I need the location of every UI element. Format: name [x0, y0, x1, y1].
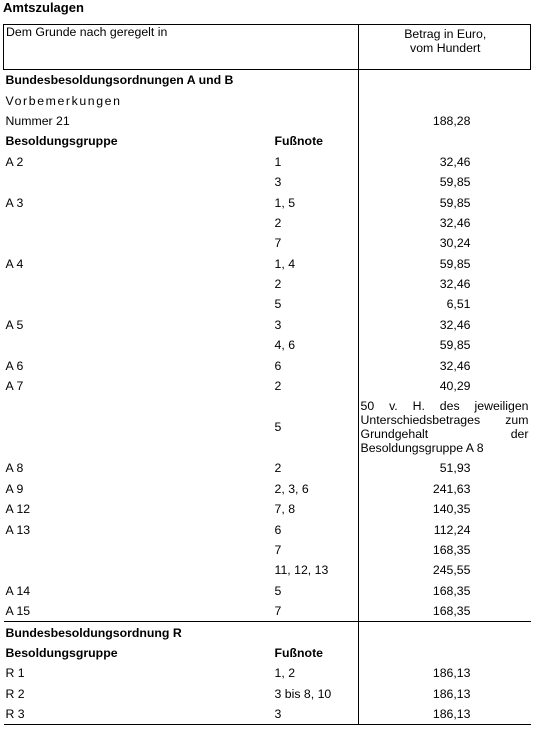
- cell-group: A 6: [5, 358, 24, 373]
- cell-note: 6: [274, 358, 282, 373]
- table-row: [4, 294, 531, 314]
- cell-amount: 32,46: [358, 355, 530, 375]
- vorbemerkungen-label: Vorbemerkungen: [5, 93, 122, 108]
- note-row: [4, 396, 531, 458]
- cell-group: [4, 335, 273, 355]
- vorbemerkungen-row: [4, 90, 531, 110]
- table-row: [4, 213, 531, 233]
- table-row: [4, 479, 531, 499]
- cell-group: [4, 274, 273, 294]
- cell-note: 2, 3, 6: [274, 481, 309, 496]
- cell-note: 7: [274, 543, 282, 557]
- table-row: [4, 315, 531, 335]
- cell-amount: 32,46: [358, 213, 530, 233]
- table-row: [4, 581, 531, 601]
- cell-note: 5: [274, 420, 282, 435]
- table-row: [4, 254, 531, 274]
- cell-group: [4, 560, 273, 580]
- cell-note: 2: [274, 379, 282, 394]
- header-col-amount: [358, 25, 530, 70]
- cell-amount: 168,35: [358, 601, 530, 622]
- cell-amount: 241,63: [358, 479, 530, 499]
- cell-amount: 186,13: [358, 704, 530, 725]
- cell-group: R 3: [4, 704, 273, 725]
- cell-group: [4, 294, 273, 314]
- cell-note: 1, 2: [274, 666, 296, 681]
- cell-note: 3: [273, 704, 359, 725]
- column-labels-row-ab: [4, 131, 531, 151]
- col-label-note: Fußnote: [274, 134, 324, 149]
- table-row: [4, 663, 531, 683]
- cell-amount: 59,85: [358, 254, 530, 274]
- cell-note: 11, 12, 13: [274, 563, 329, 578]
- cell-group: [4, 396, 273, 458]
- cell-note: 4, 6: [274, 338, 296, 353]
- cell-amount: 168,35: [358, 540, 530, 560]
- cell-note: 2: [274, 461, 282, 476]
- section-heading-row: [4, 622, 531, 643]
- table-row: [4, 152, 531, 172]
- table-row: [4, 499, 531, 519]
- cell-amount: 59,85: [358, 192, 530, 212]
- cell-group: A 8: [5, 461, 24, 476]
- cell-amount: 59,85: [358, 172, 530, 192]
- cell-amount: 32,46: [358, 152, 530, 172]
- cell-group: A 4: [5, 256, 24, 271]
- cell-amount: 186,13: [358, 663, 530, 683]
- cell-amount: 40,29: [358, 376, 530, 396]
- table-row: [4, 684, 531, 704]
- col-label-note: Fußnote: [274, 645, 324, 660]
- table-row: [4, 540, 531, 560]
- header-amount-line2: vom Hundert: [410, 41, 481, 55]
- cell-group: R 2: [5, 686, 25, 701]
- cell-group: A 12: [5, 502, 31, 517]
- cell-group: A 13: [5, 522, 31, 537]
- table-row: [4, 704, 531, 725]
- cell-group: [4, 540, 273, 560]
- cell-group: A 9: [5, 481, 24, 496]
- table-row: [4, 458, 531, 478]
- cell-amount: 186,13: [358, 684, 530, 704]
- cell-note: 1, 4: [274, 256, 296, 271]
- header-col-blank: [273, 25, 359, 70]
- cell-amount: 32,46: [358, 315, 530, 335]
- cell-group: A 15: [5, 604, 31, 619]
- cell-group: [4, 172, 273, 192]
- page-title: Amtszulagen: [3, 0, 84, 15]
- header-amount-line1: Betrag in Euro,: [404, 27, 487, 41]
- col-label-group: Besoldungsgruppe: [5, 134, 118, 149]
- cell-note: 3: [274, 317, 282, 332]
- cell-note: 7: [274, 236, 282, 251]
- table-row: [4, 172, 531, 192]
- cell-note: 7: [274, 604, 282, 619]
- cell-note: 1: [274, 154, 282, 169]
- section-heading-row: [4, 70, 531, 91]
- cell-note: 7, 8: [274, 502, 296, 517]
- cell-amount: 168,35: [358, 581, 530, 601]
- section-heading-r: Bundesbesoldungsordnung R: [4, 622, 359, 643]
- table-header-row: [4, 25, 531, 70]
- cell-note: 6: [274, 522, 282, 537]
- table-row: [4, 519, 531, 539]
- amtszulagen-table: [3, 24, 531, 725]
- cell-group: A 14: [5, 583, 31, 598]
- cell-note: 5: [274, 583, 282, 598]
- header-col-basis: Dem Grunde nach geregelt in: [4, 25, 273, 70]
- cell-group: A 5: [5, 317, 24, 332]
- table-row: [4, 192, 531, 212]
- table-row: [4, 335, 531, 355]
- cell-note: 3 bis 8, 10: [274, 686, 332, 701]
- nummer-label: Nummer 21: [5, 113, 70, 128]
- table-row: [4, 355, 531, 375]
- cell-group: A 3: [5, 195, 24, 210]
- cell-group: [4, 233, 273, 253]
- cell-amount: 30,24: [358, 233, 530, 253]
- col-label-group: Besoldungsgruppe: [5, 645, 118, 660]
- cell-amount: 245,55: [358, 560, 530, 580]
- cell-amount: 59,85: [358, 335, 530, 355]
- cell-note: 5: [274, 297, 282, 312]
- cell-amount: 6,51: [358, 294, 530, 314]
- cell-amount: 140,35: [358, 499, 530, 519]
- nummer-amount: 188,28: [358, 111, 530, 131]
- cell-group: A 7: [5, 379, 24, 394]
- table-row: [4, 233, 531, 253]
- cell-group: A 2: [5, 154, 24, 169]
- cell-group: R 1: [5, 666, 25, 681]
- cell-amount: 112,24: [358, 519, 530, 539]
- cell-amount: 51,93: [358, 458, 530, 478]
- cell-note: 2: [274, 215, 282, 230]
- note-text: 50 v. H. des jeweiligen Unterschiedsbetrages zum Grundgehalt der Besoldungsgruppe A 8: [358, 396, 530, 458]
- cell-group: [4, 213, 273, 233]
- cell-note: 1, 5: [274, 195, 296, 210]
- section-heading-ab: Bundesbesoldungsordnungen A und B: [4, 70, 359, 91]
- table-row: [4, 601, 531, 622]
- cell-amount: 32,46: [358, 274, 530, 294]
- cell-note: 2: [274, 277, 282, 292]
- cell-note: 3: [274, 175, 282, 190]
- column-labels-row-r: [4, 643, 531, 663]
- table-row: [4, 376, 531, 396]
- table-row: [4, 560, 531, 580]
- nummer-row: [4, 111, 531, 131]
- table-row: [4, 274, 531, 294]
